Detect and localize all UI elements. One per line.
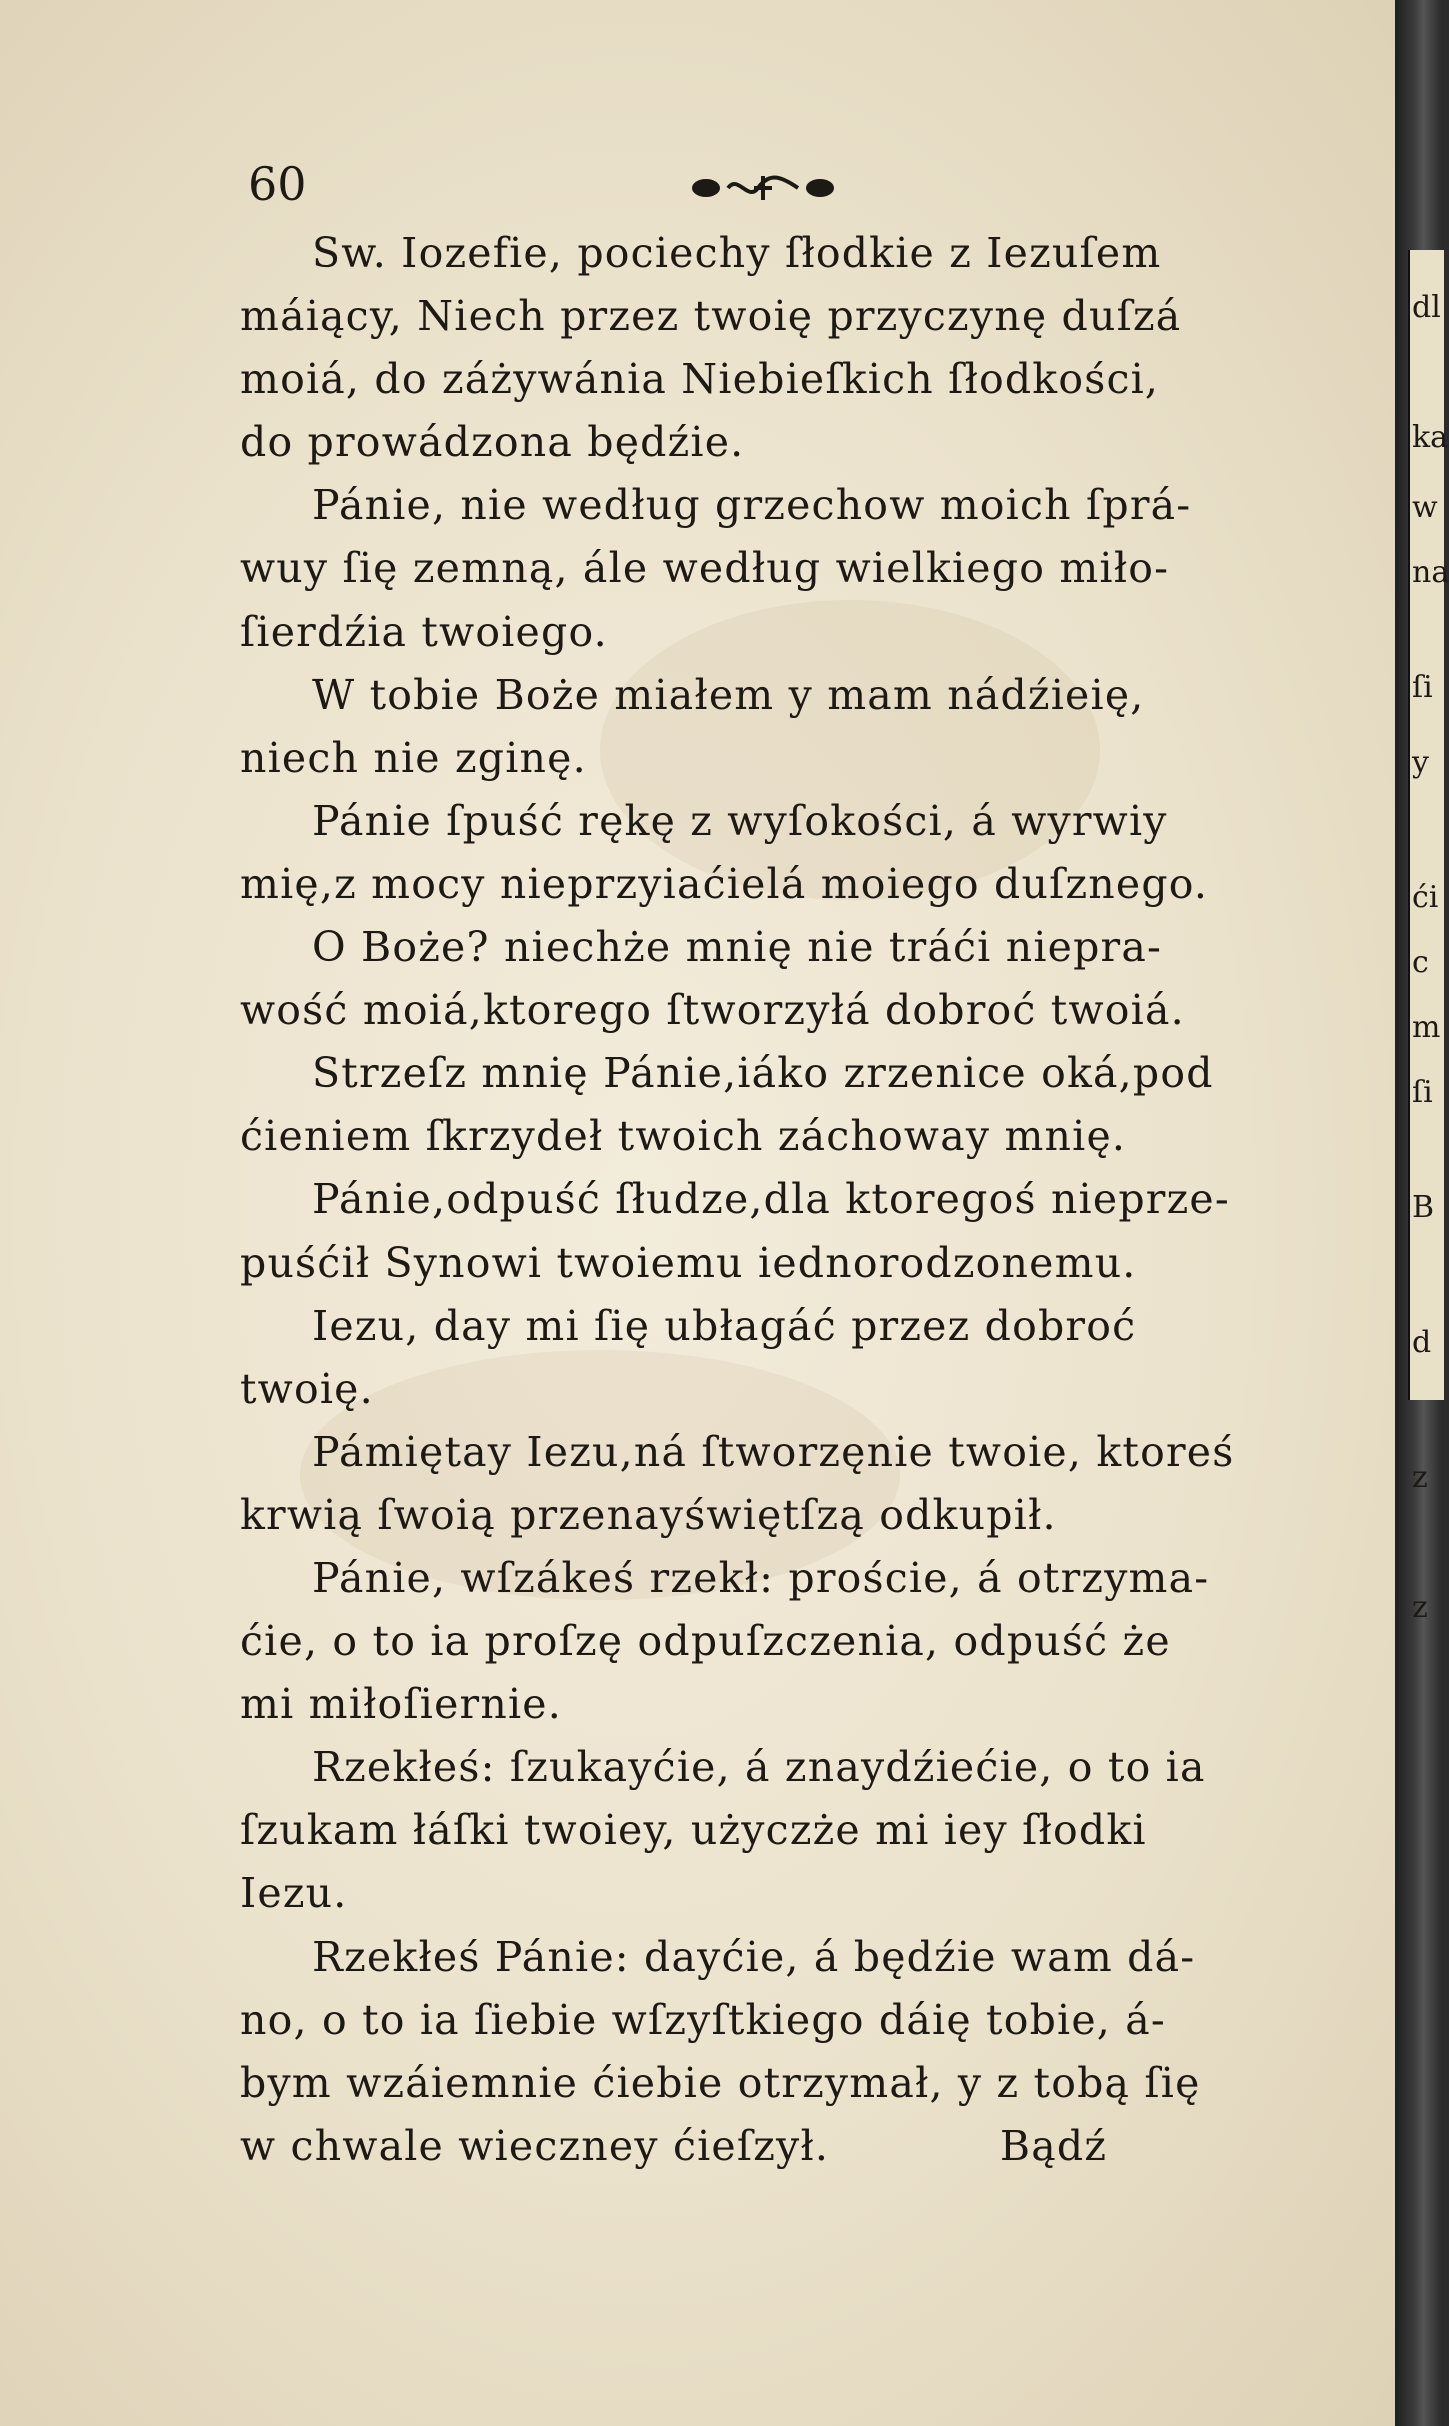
text-line: bym wzáiemnie ćiebie otrzymał, y z tobą ſię: [240, 2058, 1201, 2107]
text-line: Iezu, day mi ſię ubłagáć przez dobroć: [312, 1301, 1137, 1350]
text-line: wość moiá,ktorego ſtworzyłá dobroć twoiá.: [240, 986, 1185, 1035]
facing-page-letter: na: [1412, 555, 1449, 590]
text-line: puśćił Synowi twoiemu iednorodzonemu.: [240, 1238, 1137, 1287]
facing-page-letter: z: [1412, 1460, 1428, 1495]
text-line: mi miłoſiernie.: [240, 1680, 562, 1729]
text-line: ćieniem ſkrzydeł twoich záchoway mnię.: [240, 1112, 1127, 1161]
text-line: Pánie, nie według grzechow moich ſprá-: [312, 481, 1192, 530]
text-line: no, o to ia ſiebie wſzyſtkiego dáię tobie, á-: [240, 1995, 1166, 2044]
text-line: Rzekłeś Pánie: dayćie, á będźie wam dá-: [312, 1932, 1196, 1981]
text-line: Sw. Iozefie, pociechy ſłodkie z Iezuſem: [312, 229, 1162, 277]
facing-page-letter: ſi: [1412, 670, 1433, 705]
facing-page-letter: z: [1412, 1590, 1428, 1625]
text-line: ćie, o to ia proſzę odpuſzczenia, odpuść że: [240, 1617, 1171, 1666]
facing-page-letter: c: [1412, 945, 1429, 980]
text-line: w chwale wieczney ćieſzył. Bądź: [240, 2121, 1108, 2170]
text-line: ſierdźia twoiego.: [240, 607, 608, 656]
text-line: Iezu.: [240, 1869, 348, 1918]
text-line: Pánie,odpuść ſłudze,dla ktoregoś nieprze-: [312, 1175, 1230, 1224]
facing-page-letter: y: [1412, 745, 1429, 780]
text-line: krwią ſwoią przenayświętſzą odkupił.: [240, 1490, 1057, 1539]
text-line: twoię.: [240, 1364, 374, 1413]
text-line: niech nie zginę.: [240, 733, 587, 782]
facing-page-letter: d: [1412, 1325, 1432, 1360]
text-line: do prowádzona będźie.: [240, 418, 745, 467]
facing-page-letter: ka: [1412, 420, 1449, 455]
facing-page-letters: [1410, 0, 1449, 2426]
prayer-text: [240, 222, 1400, 2178]
text-line: ſzukam łáſki twoiey, użyczże mi iey ſłodki: [240, 1806, 1147, 1855]
text-line: wuy ſię zemną, ále według wielkiego miło-: [240, 544, 1170, 593]
facing-page-letter: dl: [1412, 290, 1441, 325]
text-line: máiący, Niech przez twoię przyczynę duſzá: [240, 292, 1182, 341]
text-line: mię,z mocy nieprzyiaćielá moiego duſznego.: [240, 859, 1209, 908]
text-line: Strzeſz mnię Pánie,iáko zrzenice oká,pod: [312, 1049, 1214, 1098]
text-line: W tobie Boże miałem y mam nádźieię,: [312, 670, 1145, 719]
page-header: [248, 158, 1388, 218]
page-number: 60: [248, 157, 307, 211]
text-line: moiá, do záżywánia Niebieſkich ſłodkości,: [240, 355, 1160, 404]
facing-page-letter: ſi: [1412, 1075, 1433, 1110]
text-line: Pánie ſpuść rękę z wyſokości, á wyrwiy: [312, 796, 1168, 845]
text-line: Pámiętay Iezu,ná ſtworzęnie twoie, ktoreś: [312, 1427, 1235, 1476]
facing-page-letter: w: [1412, 490, 1438, 525]
facing-page-letter: ći: [1412, 880, 1439, 915]
facing-page-letter: B: [1412, 1190, 1435, 1225]
printers-ornament-icon: [688, 172, 838, 204]
facing-page-letter: m: [1412, 1010, 1441, 1045]
text-line: O Boże? niechże mnię nie tráći niepra-: [312, 923, 1163, 972]
text-line: Rzekłeś: ſzukayćie, á znaydźiećie, o to ia: [312, 1743, 1206, 1792]
text-line: Pánie, wſzákeś rzekł: proście, á otrzyma-: [312, 1553, 1210, 1602]
